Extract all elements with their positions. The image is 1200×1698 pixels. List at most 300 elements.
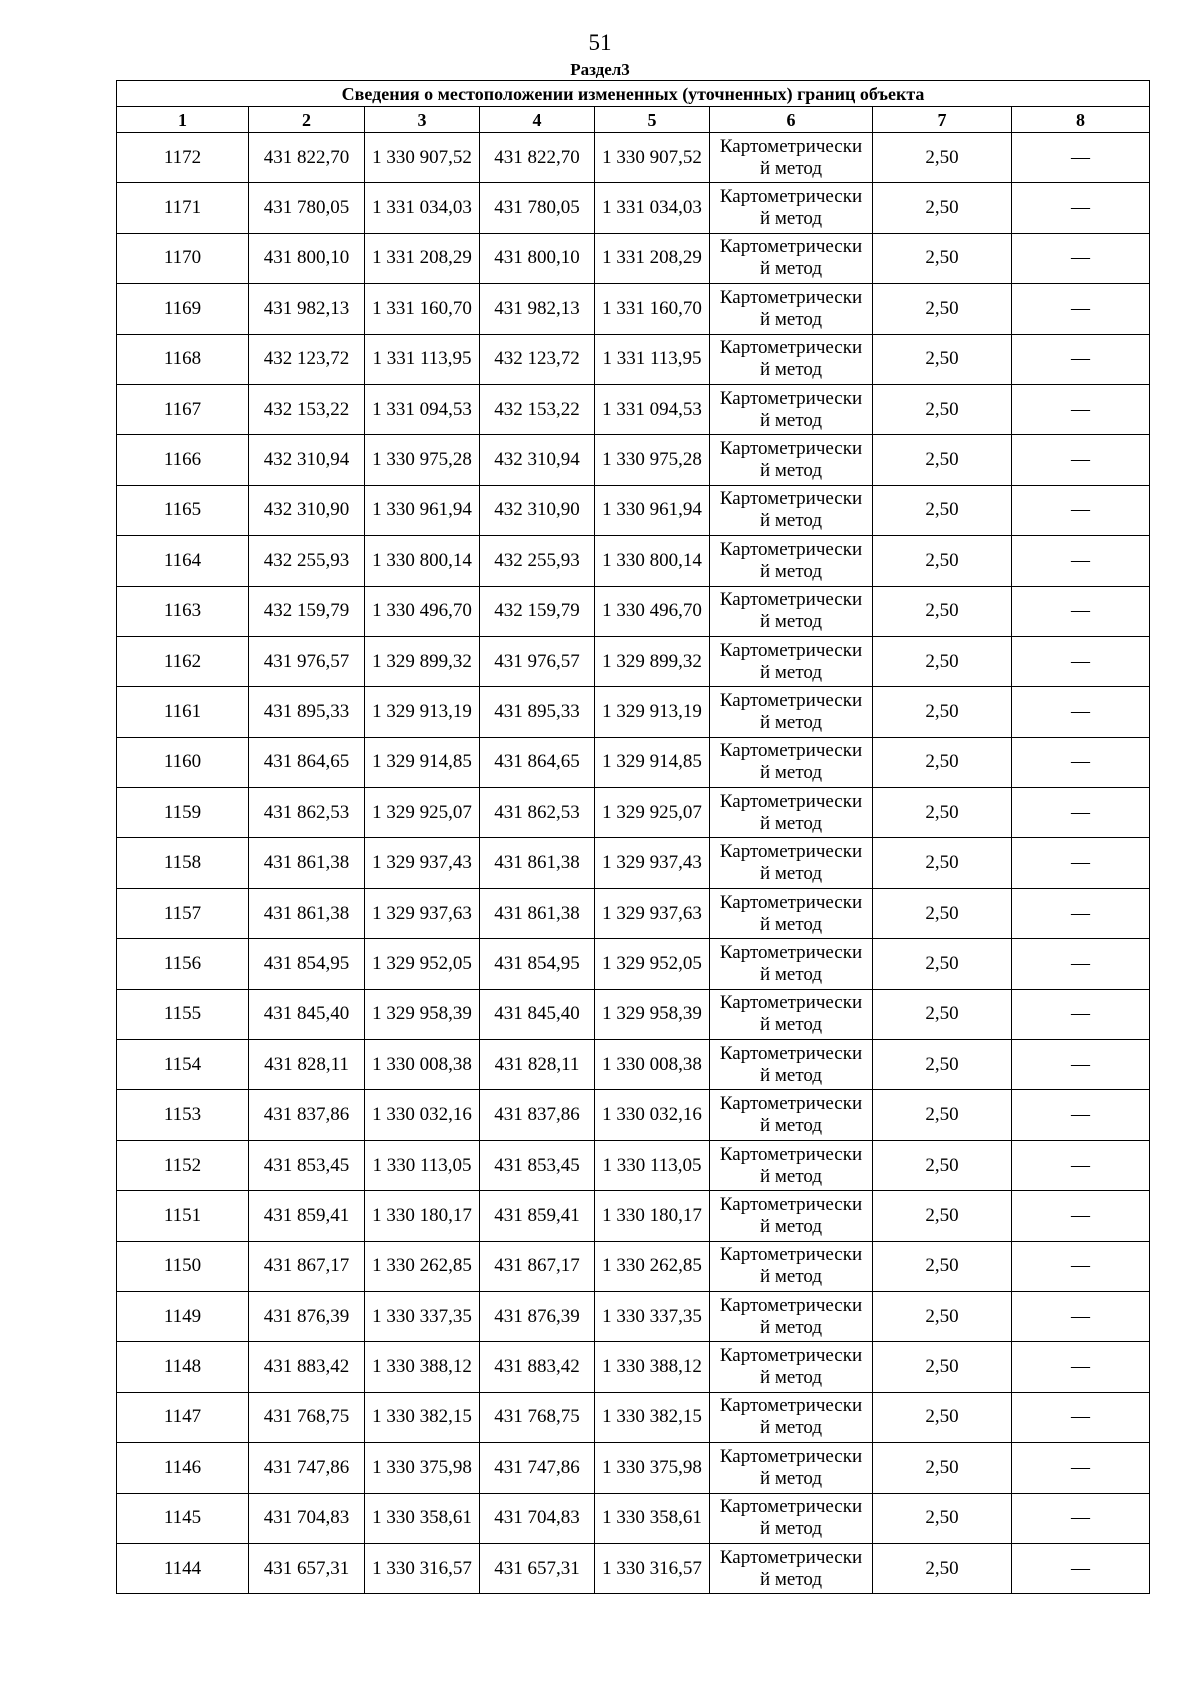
table-row bbox=[117, 1443, 1150, 1493]
table-row bbox=[117, 1191, 1150, 1241]
coord-x-new-cell: 432 123,72 bbox=[480, 334, 595, 384]
point-number-cell: 1157 bbox=[117, 888, 249, 938]
coord-x-new-cell: 431 837,86 bbox=[480, 1090, 595, 1140]
accuracy-cell: 2,50 bbox=[873, 586, 1012, 636]
coord-y-existing-cell: 1 330 262,85 bbox=[365, 1241, 480, 1291]
coord-x-existing-cell: 431 859,41 bbox=[249, 1191, 365, 1241]
coord-x-existing-cell: 431 704,83 bbox=[249, 1493, 365, 1543]
method-cell bbox=[710, 838, 873, 888]
method-text-line1: Картометрически bbox=[719, 1546, 863, 1568]
point-number-cell: 1163 bbox=[117, 586, 249, 636]
method-text-line2: й метод bbox=[759, 762, 823, 784]
coord-y-existing-cell: 1 331 094,53 bbox=[365, 384, 480, 434]
accuracy-cell: 2,50 bbox=[873, 1443, 1012, 1493]
note-cell: — bbox=[1012, 989, 1150, 1039]
coord-y-existing-cell: 1 331 208,29 bbox=[365, 233, 480, 283]
coord-x-existing-cell: 431 837,86 bbox=[249, 1090, 365, 1140]
point-number-cell: 1166 bbox=[117, 435, 249, 485]
coord-x-existing-cell: 431 895,33 bbox=[249, 687, 365, 737]
point-number-cell: 1156 bbox=[117, 939, 249, 989]
note-cell: — bbox=[1012, 183, 1150, 233]
coord-y-new-cell: 1 330 180,17 bbox=[595, 1191, 710, 1241]
method-cell bbox=[710, 183, 873, 233]
coord-x-existing-cell: 432 310,94 bbox=[249, 435, 365, 485]
method-text-line1: Картометрически bbox=[719, 891, 863, 913]
table-row bbox=[117, 1342, 1150, 1392]
coord-y-existing-cell: 1 330 975,28 bbox=[365, 435, 480, 485]
point-number-cell: 1154 bbox=[117, 1040, 249, 1090]
method-text-line2: й метод bbox=[759, 359, 823, 381]
point-number-cell: 1153 bbox=[117, 1090, 249, 1140]
table-row bbox=[117, 1040, 1150, 1090]
method-cell bbox=[710, 536, 873, 586]
method-text-line2: й метод bbox=[759, 1367, 823, 1389]
method-text-line1: Картометрически bbox=[719, 639, 863, 661]
coord-y-new-cell: 1 329 937,43 bbox=[595, 838, 710, 888]
method-text-line1: Картометрически bbox=[719, 1496, 863, 1518]
table-row bbox=[117, 334, 1150, 384]
table-row bbox=[117, 1392, 1150, 1442]
method-text-line2: й метод bbox=[759, 1568, 823, 1590]
method-text-line2: й метод bbox=[759, 258, 823, 280]
table-row bbox=[117, 888, 1150, 938]
method-cell bbox=[710, 284, 873, 334]
coord-y-new-cell: 1 330 388,12 bbox=[595, 1342, 710, 1392]
method-text-line2: й метод bbox=[759, 711, 823, 733]
note-cell: — bbox=[1012, 788, 1150, 838]
method-text-line2: й метод bbox=[759, 1014, 823, 1036]
method-text-line2: й метод bbox=[759, 157, 823, 179]
coord-x-existing-cell: 431 861,38 bbox=[249, 888, 365, 938]
coord-x-existing-cell: 431 883,42 bbox=[249, 1342, 365, 1392]
coord-x-existing-cell: 432 153,22 bbox=[249, 384, 365, 434]
coord-y-existing-cell: 1 330 961,94 bbox=[365, 485, 480, 535]
coord-y-existing-cell: 1 331 160,70 bbox=[365, 284, 480, 334]
coord-x-existing-cell: 432 310,90 bbox=[249, 485, 365, 535]
note-cell: — bbox=[1012, 384, 1150, 434]
coord-y-existing-cell: 1 329 937,43 bbox=[365, 838, 480, 888]
point-number-cell: 1146 bbox=[117, 1443, 249, 1493]
method-text-line2: й метод bbox=[759, 1467, 823, 1489]
coord-y-new-cell: 1 330 008,38 bbox=[595, 1040, 710, 1090]
method-text-line2: й метод bbox=[759, 308, 823, 330]
accuracy-cell: 2,50 bbox=[873, 989, 1012, 1039]
coord-y-new-cell: 1 330 113,05 bbox=[595, 1140, 710, 1190]
coord-y-existing-cell: 1 329 899,32 bbox=[365, 636, 480, 686]
table-title: Сведения о местоположении измененных (уточненных) границ объекта bbox=[117, 81, 1150, 107]
point-number-cell: 1159 bbox=[117, 788, 249, 838]
method-cell bbox=[710, 1342, 873, 1392]
point-number-cell: 1168 bbox=[117, 334, 249, 384]
accuracy-cell: 2,50 bbox=[873, 1140, 1012, 1190]
note-cell: — bbox=[1012, 334, 1150, 384]
column-header: 3 bbox=[365, 107, 480, 133]
method-cell bbox=[710, 737, 873, 787]
coord-x-existing-cell: 432 159,79 bbox=[249, 586, 365, 636]
table-row bbox=[117, 788, 1150, 838]
accuracy-cell: 2,50 bbox=[873, 636, 1012, 686]
point-number-cell: 1150 bbox=[117, 1241, 249, 1291]
method-text-line1: Картометрически bbox=[719, 1445, 863, 1467]
table-row bbox=[117, 838, 1150, 888]
coord-y-existing-cell: 1 330 113,05 bbox=[365, 1140, 480, 1190]
coord-x-new-cell: 431 768,75 bbox=[480, 1392, 595, 1442]
method-text-line1: Картометрически bbox=[719, 1093, 863, 1115]
method-text-line1: Картометрически bbox=[719, 1042, 863, 1064]
method-text-line2: й метод bbox=[759, 863, 823, 885]
coord-x-new-cell: 431 822,70 bbox=[480, 133, 595, 183]
point-number-cell: 1167 bbox=[117, 384, 249, 434]
coord-y-existing-cell: 1 331 034,03 bbox=[365, 183, 480, 233]
coord-x-new-cell: 431 747,86 bbox=[480, 1443, 595, 1493]
coord-x-new-cell: 432 159,79 bbox=[480, 586, 595, 636]
accuracy-cell: 2,50 bbox=[873, 1191, 1012, 1241]
method-text-line2: й метод bbox=[759, 913, 823, 935]
method-cell bbox=[710, 939, 873, 989]
accuracy-cell: 2,50 bbox=[873, 1392, 1012, 1442]
accuracy-cell: 2,50 bbox=[873, 1040, 1012, 1090]
coord-x-new-cell: 431 861,38 bbox=[480, 888, 595, 938]
coord-y-existing-cell: 1 330 382,15 bbox=[365, 1392, 480, 1442]
note-cell: — bbox=[1012, 939, 1150, 989]
point-number-cell: 1170 bbox=[117, 233, 249, 283]
coord-y-new-cell: 1 331 094,53 bbox=[595, 384, 710, 434]
method-text-line2: й метод bbox=[759, 1518, 823, 1540]
table-row bbox=[117, 133, 1150, 183]
accuracy-cell: 2,50 bbox=[873, 233, 1012, 283]
table-row bbox=[117, 233, 1150, 283]
table-row bbox=[117, 1291, 1150, 1341]
table-row bbox=[117, 284, 1150, 334]
table-row bbox=[117, 989, 1150, 1039]
coord-y-new-cell: 1 330 337,35 bbox=[595, 1291, 710, 1341]
note-cell: — bbox=[1012, 1291, 1150, 1341]
coord-y-new-cell: 1 330 032,16 bbox=[595, 1090, 710, 1140]
accuracy-cell: 2,50 bbox=[873, 838, 1012, 888]
coord-y-new-cell: 1 331 160,70 bbox=[595, 284, 710, 334]
note-cell: — bbox=[1012, 1493, 1150, 1543]
coord-x-existing-cell: 431 853,45 bbox=[249, 1140, 365, 1190]
method-text-line2: й метод bbox=[759, 661, 823, 683]
method-cell bbox=[710, 1392, 873, 1442]
coord-x-new-cell: 431 854,95 bbox=[480, 939, 595, 989]
note-cell: — bbox=[1012, 636, 1150, 686]
method-text-line1: Картометрически bbox=[719, 1395, 863, 1417]
coord-y-existing-cell: 1 330 008,38 bbox=[365, 1040, 480, 1090]
method-text-line2: й метод bbox=[759, 1064, 823, 1086]
coord-x-new-cell: 431 864,65 bbox=[480, 737, 595, 787]
column-header: 4 bbox=[480, 107, 595, 133]
coord-y-new-cell: 1 331 113,95 bbox=[595, 334, 710, 384]
accuracy-cell: 2,50 bbox=[873, 1543, 1012, 1593]
point-number-cell: 1161 bbox=[117, 687, 249, 737]
note-cell: — bbox=[1012, 435, 1150, 485]
coord-y-new-cell: 1 329 914,85 bbox=[595, 737, 710, 787]
method-cell bbox=[710, 1140, 873, 1190]
method-text-line2: й метод bbox=[759, 1165, 823, 1187]
method-cell bbox=[710, 133, 873, 183]
method-cell bbox=[710, 233, 873, 283]
coord-x-new-cell: 431 853,45 bbox=[480, 1140, 595, 1190]
method-text-line2: й метод bbox=[759, 208, 823, 230]
method-text-line1: Картометрически bbox=[719, 992, 863, 1014]
coord-y-new-cell: 1 330 375,98 bbox=[595, 1443, 710, 1493]
table-row bbox=[117, 1090, 1150, 1140]
coord-x-existing-cell: 431 854,95 bbox=[249, 939, 365, 989]
accuracy-cell: 2,50 bbox=[873, 536, 1012, 586]
coord-y-existing-cell: 1 330 316,57 bbox=[365, 1543, 480, 1593]
method-cell bbox=[710, 1291, 873, 1341]
boundary-coordinates-table bbox=[116, 80, 1150, 1594]
method-text-line2: й метод bbox=[759, 1316, 823, 1338]
accuracy-cell: 2,50 bbox=[873, 939, 1012, 989]
method-text-line1: Картометрически bbox=[719, 135, 863, 157]
coord-x-new-cell: 432 255,93 bbox=[480, 536, 595, 586]
coord-y-existing-cell: 1 329 913,19 bbox=[365, 687, 480, 737]
table-row bbox=[117, 1493, 1150, 1543]
coord-y-new-cell: 1 330 975,28 bbox=[595, 435, 710, 485]
accuracy-cell: 2,50 bbox=[873, 888, 1012, 938]
method-text-line1: Картометрически bbox=[719, 236, 863, 258]
note-cell: — bbox=[1012, 888, 1150, 938]
point-number-cell: 1149 bbox=[117, 1291, 249, 1341]
coord-x-new-cell: 431 800,10 bbox=[480, 233, 595, 283]
note-cell: — bbox=[1012, 536, 1150, 586]
coord-x-new-cell: 432 310,90 bbox=[480, 485, 595, 535]
note-cell: — bbox=[1012, 586, 1150, 636]
table-row bbox=[117, 687, 1150, 737]
table-row bbox=[117, 939, 1150, 989]
coord-x-existing-cell: 431 657,31 bbox=[249, 1543, 365, 1593]
note-cell: — bbox=[1012, 1443, 1150, 1493]
point-number-cell: 1144 bbox=[117, 1543, 249, 1593]
method-cell bbox=[710, 334, 873, 384]
method-text-line1: Картометрически bbox=[719, 337, 863, 359]
accuracy-cell: 2,50 bbox=[873, 133, 1012, 183]
column-header: 5 bbox=[595, 107, 710, 133]
method-cell bbox=[710, 687, 873, 737]
coord-y-existing-cell: 1 330 907,52 bbox=[365, 133, 480, 183]
accuracy-cell: 2,50 bbox=[873, 485, 1012, 535]
coord-y-existing-cell: 1 330 032,16 bbox=[365, 1090, 480, 1140]
coord-x-existing-cell: 431 828,11 bbox=[249, 1040, 365, 1090]
coord-y-existing-cell: 1 329 958,39 bbox=[365, 989, 480, 1039]
table-row bbox=[117, 1241, 1150, 1291]
accuracy-cell: 2,50 bbox=[873, 1342, 1012, 1392]
coord-y-existing-cell: 1 330 375,98 bbox=[365, 1443, 480, 1493]
coord-y-existing-cell: 1 330 496,70 bbox=[365, 586, 480, 636]
coord-x-existing-cell: 431 845,40 bbox=[249, 989, 365, 1039]
coord-x-existing-cell: 431 876,39 bbox=[249, 1291, 365, 1341]
coord-y-new-cell: 1 331 034,03 bbox=[595, 183, 710, 233]
coord-x-existing-cell: 431 800,10 bbox=[249, 233, 365, 283]
coord-y-existing-cell: 1 329 914,85 bbox=[365, 737, 480, 787]
table-row bbox=[117, 536, 1150, 586]
method-cell bbox=[710, 1443, 873, 1493]
table-title-row bbox=[117, 81, 1150, 107]
point-number-cell: 1171 bbox=[117, 183, 249, 233]
accuracy-cell: 2,50 bbox=[873, 435, 1012, 485]
note-cell: — bbox=[1012, 838, 1150, 888]
coord-x-existing-cell: 431 861,38 bbox=[249, 838, 365, 888]
coord-y-existing-cell: 1 330 180,17 bbox=[365, 1191, 480, 1241]
table-row bbox=[117, 183, 1150, 233]
accuracy-cell: 2,50 bbox=[873, 1241, 1012, 1291]
column-header: 1 bbox=[117, 107, 249, 133]
table-row bbox=[117, 737, 1150, 787]
coord-x-new-cell: 431 982,13 bbox=[480, 284, 595, 334]
coord-x-new-cell: 432 153,22 bbox=[480, 384, 595, 434]
method-text-line1: Картометрически bbox=[719, 841, 863, 863]
table-row bbox=[117, 485, 1150, 535]
section-label: Раздел3 bbox=[570, 60, 630, 79]
coord-y-existing-cell: 1 330 358,61 bbox=[365, 1493, 480, 1543]
coord-y-new-cell: 1 330 262,85 bbox=[595, 1241, 710, 1291]
point-number-cell: 1158 bbox=[117, 838, 249, 888]
note-cell: — bbox=[1012, 284, 1150, 334]
table-header-row bbox=[117, 107, 1150, 133]
coord-x-new-cell: 431 828,11 bbox=[480, 1040, 595, 1090]
coord-y-existing-cell: 1 329 937,63 bbox=[365, 888, 480, 938]
method-cell bbox=[710, 1241, 873, 1291]
point-number-cell: 1148 bbox=[117, 1342, 249, 1392]
method-text-line1: Картометрически bbox=[719, 1294, 863, 1316]
method-text-line1: Картометрически bbox=[719, 1244, 863, 1266]
method-text-line2: й метод bbox=[759, 611, 823, 633]
coord-x-new-cell: 431 657,31 bbox=[480, 1543, 595, 1593]
method-text-line1: Картометрически bbox=[719, 740, 863, 762]
method-cell bbox=[710, 636, 873, 686]
method-text-line1: Картометрически bbox=[719, 1143, 863, 1165]
point-number-cell: 1145 bbox=[117, 1493, 249, 1543]
method-text-line1: Картометрически bbox=[719, 387, 863, 409]
coord-y-new-cell: 1 330 382,15 bbox=[595, 1392, 710, 1442]
table-row bbox=[117, 1140, 1150, 1190]
note-cell: — bbox=[1012, 1140, 1150, 1190]
note-cell: — bbox=[1012, 1090, 1150, 1140]
note-cell: — bbox=[1012, 1392, 1150, 1442]
coord-x-new-cell: 431 895,33 bbox=[480, 687, 595, 737]
coord-y-new-cell: 1 330 316,57 bbox=[595, 1543, 710, 1593]
method-text-line2: й метод bbox=[759, 812, 823, 834]
coord-y-new-cell: 1 330 358,61 bbox=[595, 1493, 710, 1543]
method-cell bbox=[710, 1040, 873, 1090]
method-text-line2: й метод bbox=[759, 963, 823, 985]
method-text-line1: Картометрически bbox=[719, 438, 863, 460]
coord-x-new-cell: 431 861,38 bbox=[480, 838, 595, 888]
method-text-line1: Картометрически bbox=[719, 186, 863, 208]
method-cell bbox=[710, 384, 873, 434]
coord-y-new-cell: 1 330 907,52 bbox=[595, 133, 710, 183]
point-number-cell: 1151 bbox=[117, 1191, 249, 1241]
point-number-cell: 1155 bbox=[117, 989, 249, 1039]
page-number: 51 bbox=[588, 30, 612, 55]
coord-x-new-cell: 431 845,40 bbox=[480, 989, 595, 1039]
method-text-line2: й метод bbox=[759, 1266, 823, 1288]
coord-x-new-cell: 431 862,53 bbox=[480, 788, 595, 838]
coord-x-existing-cell: 432 255,93 bbox=[249, 536, 365, 586]
method-text-line2: й метод bbox=[759, 510, 823, 532]
coord-y-new-cell: 1 330 800,14 bbox=[595, 536, 710, 586]
coord-x-existing-cell: 432 123,72 bbox=[249, 334, 365, 384]
accuracy-cell: 2,50 bbox=[873, 1090, 1012, 1140]
method-text-line1: Картометрически bbox=[719, 790, 863, 812]
method-text-line2: й метод bbox=[759, 1115, 823, 1137]
method-cell bbox=[710, 1191, 873, 1241]
point-number-cell: 1160 bbox=[117, 737, 249, 787]
coord-x-new-cell: 431 883,42 bbox=[480, 1342, 595, 1392]
coord-y-new-cell: 1 330 496,70 bbox=[595, 586, 710, 636]
coord-y-existing-cell: 1 329 925,07 bbox=[365, 788, 480, 838]
point-number-cell: 1172 bbox=[117, 133, 249, 183]
coord-x-new-cell: 431 876,39 bbox=[480, 1291, 595, 1341]
accuracy-cell: 2,50 bbox=[873, 788, 1012, 838]
accuracy-cell: 2,50 bbox=[873, 1493, 1012, 1543]
method-cell bbox=[710, 485, 873, 535]
method-cell bbox=[710, 888, 873, 938]
column-header: 8 bbox=[1012, 107, 1150, 133]
coord-x-new-cell: 431 859,41 bbox=[480, 1191, 595, 1241]
coord-y-new-cell: 1 329 937,63 bbox=[595, 888, 710, 938]
column-header: 2 bbox=[249, 107, 365, 133]
method-text-line1: Картометрически bbox=[719, 286, 863, 308]
coord-x-existing-cell: 431 867,17 bbox=[249, 1241, 365, 1291]
method-cell bbox=[710, 586, 873, 636]
coord-y-new-cell: 1 329 925,07 bbox=[595, 788, 710, 838]
accuracy-cell: 2,50 bbox=[873, 334, 1012, 384]
coord-y-new-cell: 1 329 958,39 bbox=[595, 989, 710, 1039]
accuracy-cell: 2,50 bbox=[873, 687, 1012, 737]
method-text-line2: й метод bbox=[759, 560, 823, 582]
column-header: 6 bbox=[710, 107, 873, 133]
accuracy-cell: 2,50 bbox=[873, 183, 1012, 233]
note-cell: — bbox=[1012, 485, 1150, 535]
note-cell: — bbox=[1012, 1040, 1150, 1090]
method-cell bbox=[710, 1493, 873, 1543]
coord-x-new-cell: 432 310,94 bbox=[480, 435, 595, 485]
coord-y-existing-cell: 1 330 337,35 bbox=[365, 1291, 480, 1341]
note-cell: — bbox=[1012, 1342, 1150, 1392]
method-text-line2: й метод bbox=[759, 1215, 823, 1237]
coord-x-existing-cell: 431 864,65 bbox=[249, 737, 365, 787]
note-cell: — bbox=[1012, 737, 1150, 787]
note-cell: — bbox=[1012, 687, 1150, 737]
point-number-cell: 1164 bbox=[117, 536, 249, 586]
note-cell: — bbox=[1012, 133, 1150, 183]
table-row bbox=[117, 636, 1150, 686]
accuracy-cell: 2,50 bbox=[873, 384, 1012, 434]
coord-x-new-cell: 431 867,17 bbox=[480, 1241, 595, 1291]
note-cell: — bbox=[1012, 233, 1150, 283]
method-text-line1: Картометрически bbox=[719, 589, 863, 611]
method-text-line2: й метод bbox=[759, 460, 823, 482]
point-number-cell: 1165 bbox=[117, 485, 249, 535]
point-number-cell: 1162 bbox=[117, 636, 249, 686]
coord-x-existing-cell: 431 982,13 bbox=[249, 284, 365, 334]
coord-y-new-cell: 1 329 913,19 bbox=[595, 687, 710, 737]
method-cell bbox=[710, 989, 873, 1039]
coord-x-existing-cell: 431 768,75 bbox=[249, 1392, 365, 1442]
column-header: 7 bbox=[873, 107, 1012, 133]
coord-y-new-cell: 1 329 952,05 bbox=[595, 939, 710, 989]
table-row bbox=[117, 435, 1150, 485]
method-text-line1: Картометрически bbox=[719, 1193, 863, 1215]
coord-x-new-cell: 431 780,05 bbox=[480, 183, 595, 233]
accuracy-cell: 2,50 bbox=[873, 737, 1012, 787]
method-cell bbox=[710, 1543, 873, 1593]
coord-y-existing-cell: 1 331 113,95 bbox=[365, 334, 480, 384]
note-cell: — bbox=[1012, 1191, 1150, 1241]
